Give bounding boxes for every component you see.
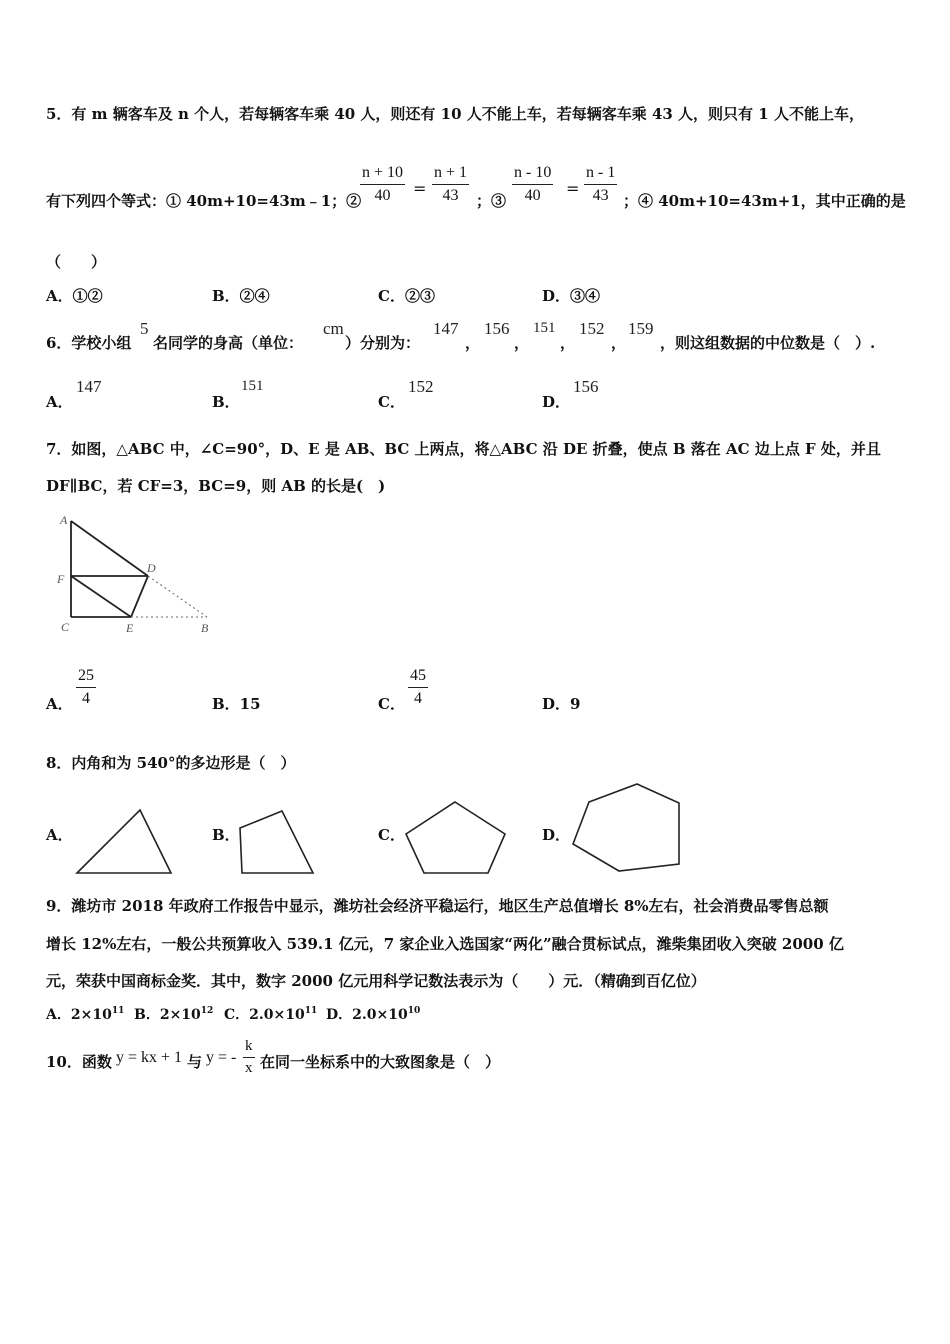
q9-option-d-exp: 10 <box>407 1006 421 1016</box>
q9-option-d-base: D．2.0×10 <box>326 1007 408 1023</box>
q9-option-a[interactable] <box>46 1004 124 1024</box>
q10-function2-den: x <box>245 1060 253 1076</box>
q6-mid1: 名同学的身高（单位： <box>153 334 304 352</box>
q5-line2-prefix: 有下列四个等式：① 40m+10=43m﹣1；② <box>46 192 362 210</box>
q6-option-b[interactable]: B． <box>212 393 240 411</box>
q9-line3: 元，荣获中国商标金奖．其中，数字 2000 亿元用科学记数法表示为（ ）元．（精确到百亿位） <box>46 972 706 990</box>
q6-unit: cm <box>323 319 344 338</box>
q10-suffix: 在同一坐标系中的大致图象是（ ） <box>260 1053 501 1071</box>
q8-option-d[interactable]: D． <box>542 826 571 844</box>
q8-question: 8．内角和为 540°的多边形是（ ） <box>46 754 296 772</box>
q6-value-3: 151 <box>533 320 556 336</box>
q5-eq3-equals: = <box>566 179 580 198</box>
q9-option-c-base: C．2.0×10 <box>224 1007 305 1023</box>
q9-line2: 增长 12%左右，一般公共预算收入 539.1 亿元，7 家企业入选国家“两化”融合贯标试点，潍柴集团收入突破 2000 亿 <box>46 935 844 953</box>
q7-line2: DF∥BC，若 CF=3，BC=9，则 AB 的长是( ) <box>46 477 386 495</box>
q9-option-b-base: B．2×10 <box>134 1007 201 1023</box>
q5-eq2-rhs-den: 43 <box>442 187 459 204</box>
q7-option-d[interactable]: D．9 <box>542 695 581 713</box>
q10-function2-left: y = - <box>206 1049 237 1066</box>
q6-option-d[interactable]: D． <box>542 393 571 411</box>
q5-line2-suffix: ；④ 40m+10=43m+1，其中正确的是 <box>623 192 906 210</box>
q7-option-b[interactable]: B．15 <box>212 695 261 713</box>
q5-eq2-lhs-num: n + 10 <box>362 164 404 181</box>
q8-option-b[interactable]: B． <box>212 826 240 844</box>
q6-value-2: 156 <box>484 319 510 338</box>
q5-option-a[interactable]: A．①② <box>46 287 103 305</box>
q6-suffix: ，则这组数据的中位数是（ ）. <box>660 334 876 352</box>
q6-option-a[interactable]: A． <box>46 393 73 411</box>
q5-eq3-rhs-num: n - 1 <box>586 164 616 181</box>
q6-option-c[interactable]: C． <box>378 393 405 411</box>
quadrilateral-shape <box>240 811 313 873</box>
q6-value-4: 152 <box>579 319 605 338</box>
q5-line1: 5．有 m 辆客车及 n 个人，若每辆客车乘 40 人，则还有 10 人不能上车，若每辆客车乘 43 人，则只有 1 人不能上车， <box>46 105 864 123</box>
label-c: C <box>61 620 70 634</box>
q10-mid: 与 <box>187 1053 203 1071</box>
q6-count: 5 <box>140 319 149 338</box>
q6-comma-3: ， <box>560 334 576 352</box>
q5-eq2-lhs-den: 40 <box>374 187 391 204</box>
q5-sep3: ；③ <box>476 192 507 210</box>
q5-eq3-lhs-den: 40 <box>524 187 541 204</box>
q9-option-c-exp: 11 <box>304 1006 318 1016</box>
q5-paren: （ ） <box>46 253 107 271</box>
label-a: A <box>60 513 68 527</box>
q6-value-1: 147 <box>433 319 459 338</box>
q8-option-a[interactable]: A． <box>46 826 73 844</box>
q6-prefix: 6．学校小组 <box>46 334 132 352</box>
q6-option-c-value: 152 <box>408 377 434 396</box>
q6-option-a-value: 147 <box>76 377 102 396</box>
q6-comma-4: ， <box>611 334 627 352</box>
q9-option-d[interactable] <box>326 1004 420 1024</box>
q7-line1: 7．如图，△ABC 中，∠C=90°，D、E 是 AB、BC 上两点，将△ABC 沿 DE 折叠，使点 B 落在 AC 边上点 F 处，并且 <box>46 440 881 458</box>
q5-option-d[interactable]: D．③④ <box>542 287 601 305</box>
q5-eq3-lhs-num: n - 10 <box>514 164 552 181</box>
q6-option-d-value: 156 <box>573 377 599 396</box>
q9-option-b-exp: 12 <box>200 1006 214 1016</box>
q7-option-a[interactable]: A． <box>46 695 73 713</box>
q6-option-b-value: 151 <box>241 378 264 394</box>
triangle-shape <box>77 810 171 873</box>
pentagon-shape <box>406 802 505 873</box>
q8-option-c[interactable]: C． <box>378 826 405 844</box>
q7-option-a-num: 25 <box>78 667 94 684</box>
q7-option-a-den: 4 <box>82 690 90 707</box>
q9-option-a-base: A．2×10 <box>46 1007 112 1023</box>
q9-option-a-exp: 11 <box>111 1006 125 1016</box>
label-b: B <box>201 621 209 635</box>
label-d: D <box>147 561 156 575</box>
q9-line1: 9．潍坊市 2018 年政府工作报告中显示，潍坊社会经济平稳运行，地区生产总值增长 8%左右，社会消费品零售总额 <box>46 897 829 915</box>
q7-option-c-num: 45 <box>410 667 426 684</box>
q9-option-b[interactable] <box>134 1004 213 1024</box>
q5-option-b[interactable]: B．②④ <box>212 287 270 305</box>
q10-prefix: 10．函数 <box>46 1053 112 1071</box>
label-e: E <box>126 621 134 635</box>
q7-option-c-den: 4 <box>414 690 422 707</box>
q6-comma-1: ， <box>465 334 481 352</box>
hexagon-shape <box>573 784 679 871</box>
q5-eq2-rhs-num: n + 1 <box>434 164 468 181</box>
q5-option-c[interactable]: C．②③ <box>378 287 435 305</box>
q10-function2-fraction <box>243 1038 255 1077</box>
q5-eq3-rhs-den: 43 <box>592 187 609 204</box>
q6-comma-2: ， <box>514 334 530 352</box>
q7-option-c[interactable]: C． <box>378 695 405 713</box>
q10-function2-num: k <box>245 1038 253 1054</box>
q10-function1: y = kx + 1 <box>116 1049 183 1066</box>
q6-mid2: ）分别为： <box>345 334 421 352</box>
label-f: F <box>57 572 65 586</box>
q6-value-5: 159 <box>628 319 654 338</box>
q9-option-c[interactable] <box>224 1004 317 1024</box>
q5-eq2-equals: = <box>413 179 427 198</box>
